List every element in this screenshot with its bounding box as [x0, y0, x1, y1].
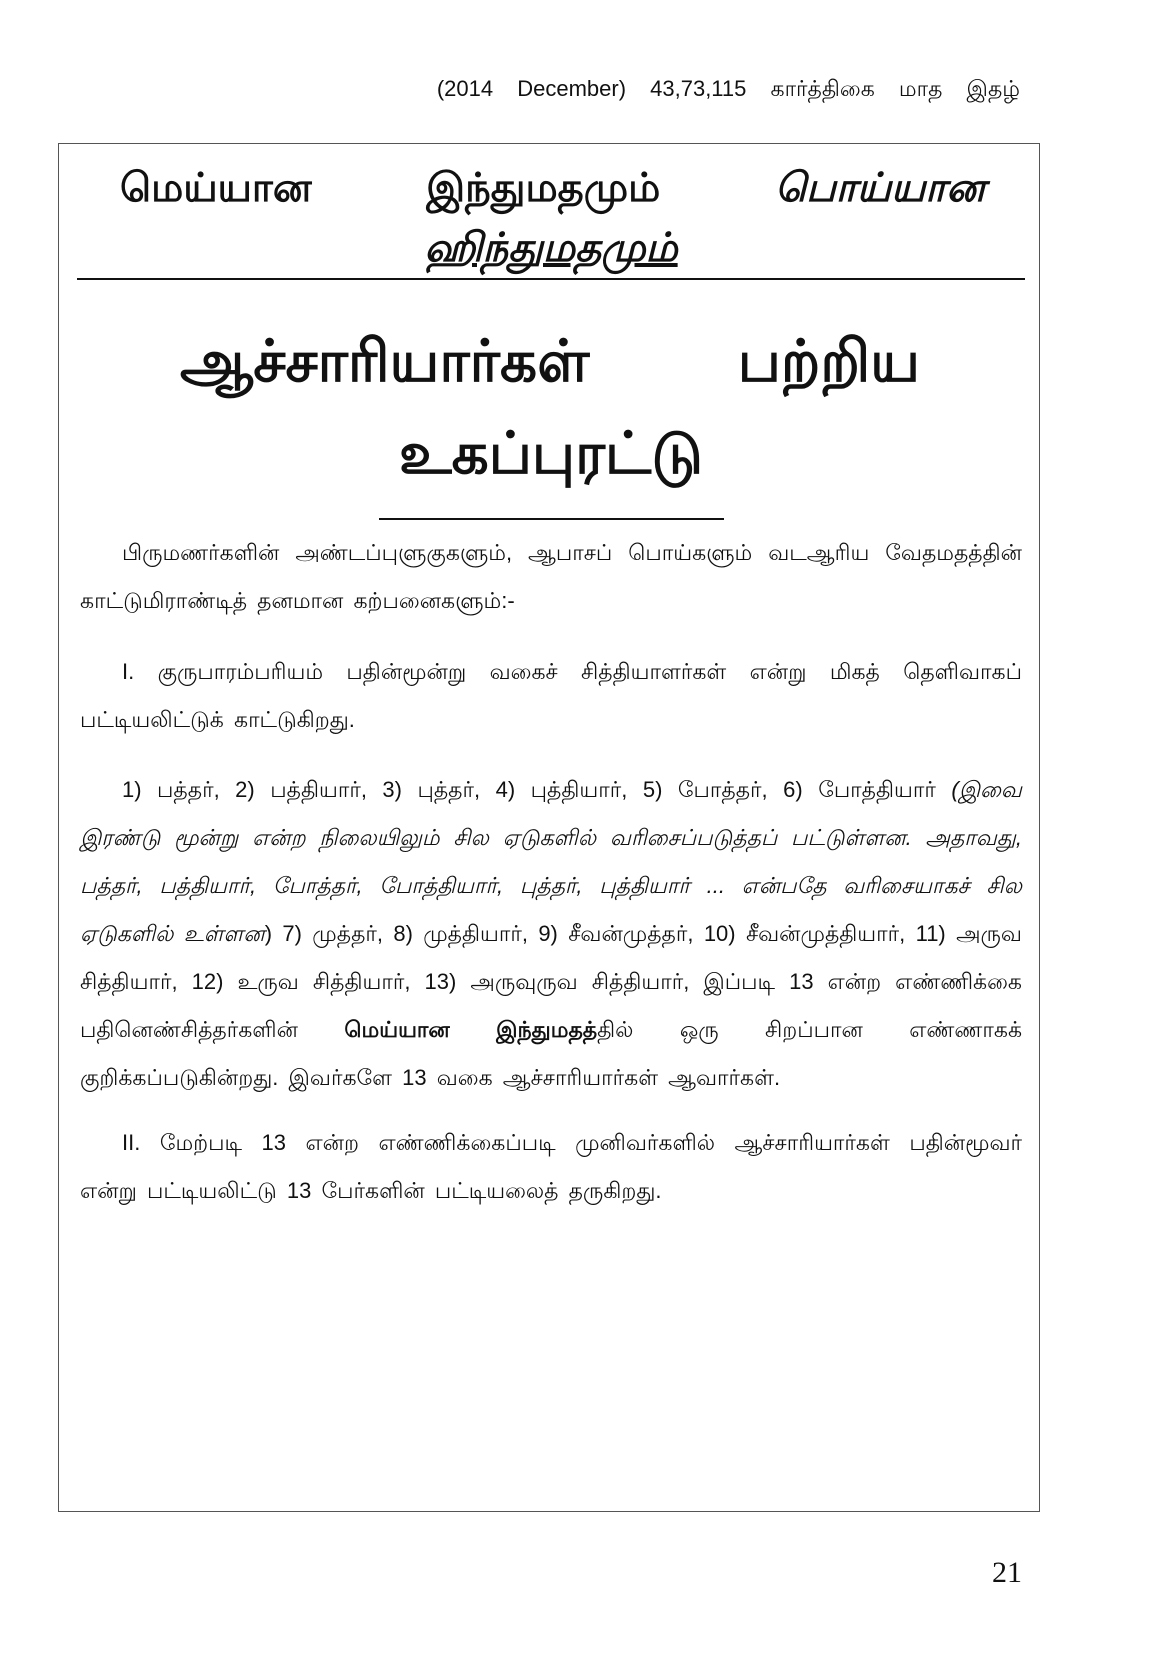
- title-word: மெய்யான: [120, 166, 312, 210]
- article-title: [80, 158, 1022, 278]
- paragraph-segment: தில் ஒரு சிறப்பான எண்ணாகக் குறிக்கப்படுகின்றது. இவர்களே 13 வகை ஆச்சாரியார்கள் ஆவார்கள்.: [80, 1017, 1023, 1090]
- heading-line-2: உகப்புரட்டு: [399, 421, 703, 486]
- heading-word: ஆச்சாரியார்கள்: [180, 329, 590, 394]
- paragraph-segment: ) 7) முத்தர், 8) முத்தியார், 9) சீவன்முத்தர், 10) சீவன்முத்தியார், 11) அருவ சித்தியார், 12) உருவ சித்தியார், 13) அருவுருவ சித்தியார், இப்படி 13 என்ற எண்ணிக்கை பதினெண்சித்தர்களின்: [80, 921, 1022, 1042]
- issue-header: (2014 December) 43,73,115 கார்த்திகை மாத இதழ்: [436, 76, 1020, 101]
- title-row: [80, 158, 1022, 218]
- paragraph-point-2: II. மேற்படி 13 என்ற எண்ணிக்கைப்படி முனிவர்களில் ஆச்சாரியார்கள் பதின்மூவர் என்று பட்டியலிட்டு 13 பேர்களின் பட்டியலைத் தருகிறது.: [80, 1130, 1022, 1203]
- title-subtitle: ஹிந்துமதமும்: [424, 226, 678, 270]
- bold-term: மெய்யான இந்துமதத்: [344, 1017, 598, 1042]
- heading-word: பற்றிய: [737, 329, 920, 394]
- title-divider: [77, 278, 1025, 280]
- italic-note: (இவை இரண்டு மூன்று என்ற நிலையிலும் சில ஏடுகளில் வரிசைப்படுத்தப் பட்டுள்ளன. அதாவது, பத்தர், பத்தியார், போத்தர், போத்தியார், புத்தர், புத்தியார் ... என்பதே வரிசையாகச் சில ஏடுகளில் உள்ளன: [80, 777, 1022, 946]
- paragraph-segment: 1) பத்தர், 2) பத்தியார், 3) புத்தர், 4) புத்தியார், 5) போத்தர், 6) போத்தியார்: [122, 777, 952, 802]
- paragraph-intro: பிருமணர்களின் அண்டப்புளுகுகளும், ஆபாசப் பொய்களும் வடஆரிய வேதமதத்தின் காட்டுமிராண்டித் தனமான கற்பனைகளும்:-: [80, 540, 1022, 613]
- section-heading: [80, 316, 1022, 500]
- article-box: [58, 143, 1040, 1512]
- title-word: பொய்யான: [774, 166, 985, 210]
- page-number: 21: [992, 1556, 1022, 1589]
- heading-underline: [379, 518, 724, 520]
- paragraph-list: [80, 766, 1022, 1102]
- heading-row: [80, 316, 1022, 408]
- title-word: இந்துமதமும்: [426, 166, 661, 210]
- paragraph-point-1: I. குருபாரம்பரியம் பதின்மூன்று வகைச் சித்தியாளர்கள் என்று மிகத் தெளிவாகப் பட்டியலிட்டுக் காட்டுகிறது.: [80, 659, 1022, 732]
